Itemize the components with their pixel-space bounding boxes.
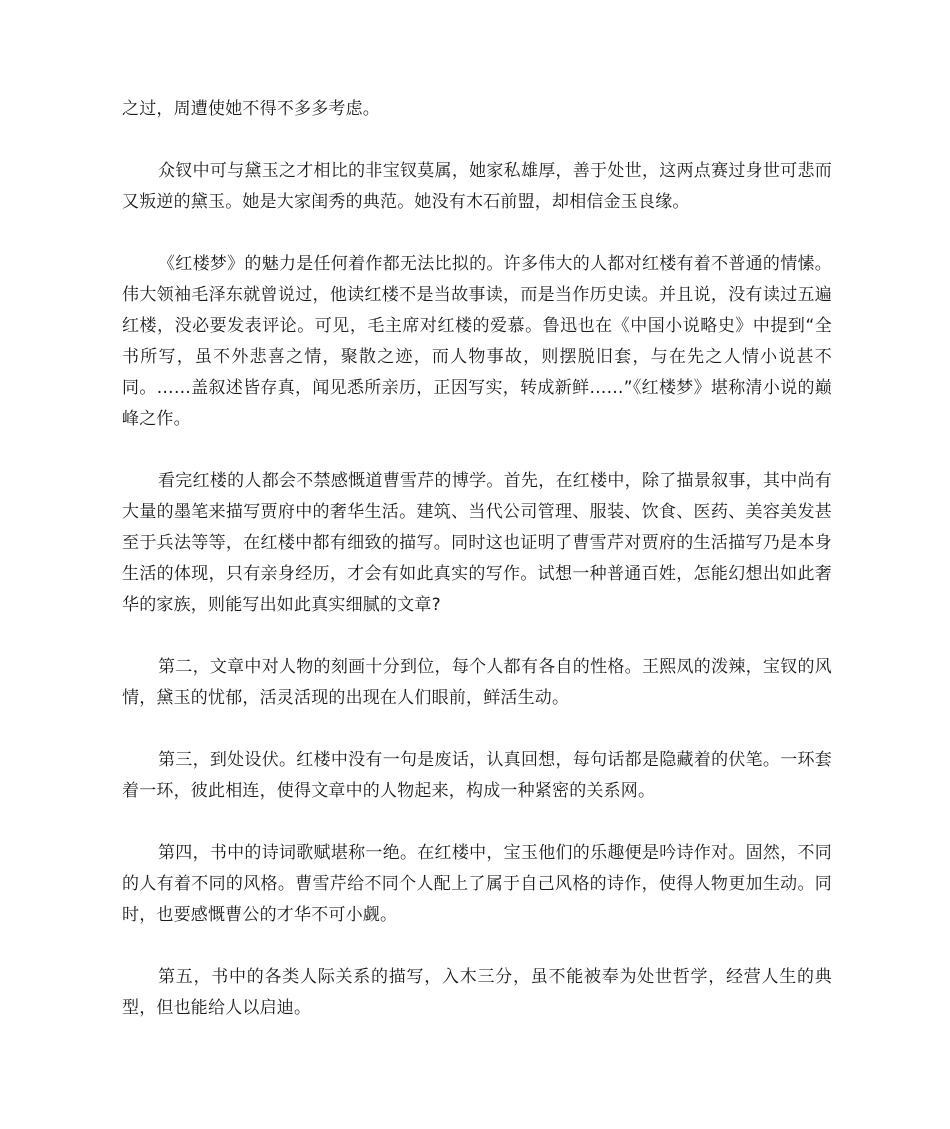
document-body — [122, 94, 832, 1055]
paragraph-third-point: 第三，到处设伏。红楼中没有一句是废话，认真回想，每句话都是隐藏着的伏笔。一环套着一环，彼此相连，使得文章中的人物起来，构成一种紧密的关系网。 — [122, 750, 832, 801]
paragraph-second-point: 第二，文章中对人物的刻画十分到位，每个人都有各自的性格。王熙凤的泼辣，宝钗的风情，黛玉的忧郁，活灵活现的出现在人们眼前，鲜活生动。 — [122, 657, 832, 708]
paragraph-continuation: 之过，周遭使她不得不多多考虑。 — [122, 99, 380, 119]
paragraph-erudition: 看完红楼的人都会不禁感慨道曹雪芹的博学。首先，在红楼中，除了描景叙事，其中尚有大量的墨笔来描写贾府中的奢华生活。建筑、当代公司管理、服装、饮食、医药、美容美发甚至于兵法等等，在红楼中都有细致的描写。同时这也证明了曹雪芹对贾府的生活描写乃是本身生活的体现，只有亲身经历，才会有如此真实的写作。试想一种普通百姓，怎能幻想出如此奢华的家族，则能写出如此真实细腻的文章? — [122, 471, 832, 615]
paragraph-charm: 《红楼梦》的魅力是任何着作都无法比拟的。许多伟大的人都对红楼有着不普通的情愫。伟大领袖毛泽东就曾说过，他读红楼不是当故事读，而是当作历史读。并且说，没有读过五遍红楼，没必要发表评论。可见，毛主席对红楼的爱慕。鲁迅也在《中国小说略史》中提到“全书所写，虽不外悲喜之情，聚散之迹，而人物事故，则摆脱旧套，与在先之人情小说甚不同。……盖叙述皆存真，闻见悉所亲历，正因写实，转成新鲜……”《红楼梦》堪称清小说的巅峰之作。 — [122, 254, 832, 429]
paragraph-fourth-point: 第四，书中的诗词歌赋堪称一绝。在红楼中，宝玉他们的乐趣便是吟诗作对。固然，不同的人有着不同的风格。曹雪芹给不同个人配上了属于自己风格的诗作，使得人物更加生动。同时，也要感慨曹公的才华不可小觑。 — [122, 843, 832, 925]
paragraph-fifth-point: 第五，书中的各类人际关系的描写，入木三分，虽不能被奉为处世哲学，经营人生的典型，但也能给人以启迪。 — [122, 967, 832, 1018]
paragraph-baochai: 众钗中可与黛玉之才相比的非宝钗莫属，她家私雄厚，善于处世，这两点赛过身世可悲而又叛逆的黛玉。她是大家闺秀的典范。她没有木石前盟，却相信金玉良缘。 — [122, 161, 832, 212]
